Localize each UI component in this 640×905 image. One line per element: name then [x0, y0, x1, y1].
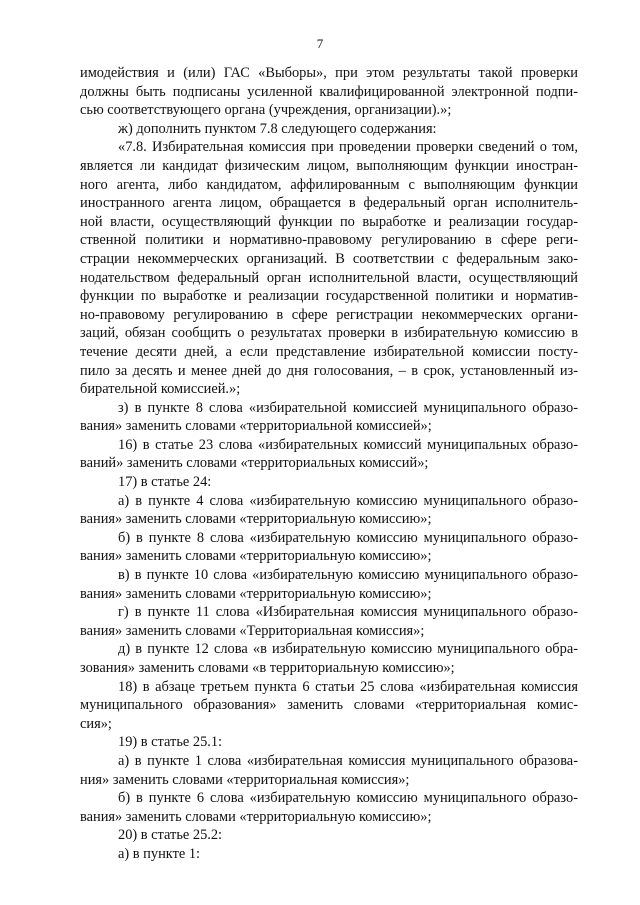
text-line: иностранного агента лицом, обращается в федеральный орган исполнитель- — [80, 195, 578, 212]
text-line: 20) в статье 25.2: — [118, 827, 223, 844]
text-line: 18) в абзаце третьем пункта 6 статьи 25 слова «избирательная комиссия — [118, 678, 578, 695]
text-line: нодательством федеральный орган исполнительной власти, осуществляющий — [80, 269, 578, 286]
text-line: вания» заменить словами «территориальную комиссию»; — [80, 808, 432, 825]
text-line: страции некоммерческих организаций. В соответствии с федеральным зако- — [80, 250, 578, 267]
text-line: бирательной комиссией.»; — [80, 381, 241, 398]
text-line: ваний» заменить словами «территориальных комиссий»; — [80, 455, 429, 472]
text-line: сия»; — [80, 715, 112, 732]
text-line: 17) в статье 24: — [118, 474, 212, 491]
text-line: муниципального образования» заменить словами «территориальная комис- — [80, 697, 578, 714]
text-line: ния» заменить словами «территориальная комиссия»; — [80, 771, 410, 788]
text-line: 16) в статье 23 слова «избирательных комиссий муниципальных образо- — [118, 436, 578, 453]
text-line: «7.8. Избирательная комиссия при проведении проверки сведений о том, — [118, 139, 578, 156]
page-number: 7 — [316, 36, 324, 51]
text-line: а) в пункте 4 слова «избирательную комиссию муниципального образо- — [118, 492, 578, 509]
text-line: ной власти, осуществляющий функции по выработке и реализации государ- — [80, 213, 578, 230]
document-body — [80, 64, 578, 864]
text-line: в) в пункте 10 слова «избирательную комиссию муниципального образо- — [118, 567, 578, 584]
text-line: имодействия и (или) ГАС «Выборы», при этом результаты такой проверки — [80, 65, 578, 81]
text-line: а) в пункте 1 слова «избирательная комиссия муниципального образова- — [118, 752, 578, 769]
text-line: а) в пункте 1: — [118, 845, 201, 862]
text-line: б) в пункте 8 слова «избирательную комиссию муниципального образо- — [118, 529, 578, 546]
text-line: б) в пункте 6 слова «избирательную комиссию муниципального образо- — [118, 790, 578, 807]
text-line: вания» заменить словами «территориальной комиссией»; — [80, 418, 432, 435]
text-line: ного агента, либо кандидатом, аффилированным с выполняющим функции — [80, 176, 578, 193]
text-line: функции по выработке и реализации государственной политики и норматив- — [80, 288, 578, 305]
text-line: д) в пункте 12 слова «в избирательную комиссию муниципального обра- — [118, 641, 578, 658]
text-line: пило за десять и менее дней до дня голосования, – в срок, установленный из- — [80, 362, 578, 379]
text-line: ственной политики и нормативно-правовому регулированию в сфере реги- — [80, 232, 578, 249]
text-line: является ли кандидат физическим лицом, выполняющим функции иностран- — [80, 157, 578, 174]
text-line: з) в пункте 8 слова «избирательной комиссией муниципального образо- — [118, 399, 578, 416]
text-line: г) в пункте 11 слова «Избирательная комиссия муниципального образо- — [118, 604, 578, 621]
text-line: ж) дополнить пунктом 7.8 следующего содержания: — [118, 120, 437, 137]
text-line: должны быть подписаны усиленной квалифицированной электронной подпи- — [80, 83, 578, 100]
text-line: вания» заменить словами «территориальную комиссию»; — [80, 548, 432, 565]
text-line: сью соответствующего органа (учреждения, организации).»; — [80, 102, 452, 119]
text-line: вания» заменить словами «территориальную комиссию»; — [80, 585, 432, 602]
text-line: вания» заменить словами «территориальную комиссию»; — [80, 511, 432, 528]
text-line: 19) в статье 25.1: — [118, 734, 223, 751]
text-line: заций, обязан сообщить о результатах проверки в избирательную комиссию в — [80, 325, 578, 342]
text-line: зования» заменить словами «в территориальную комиссию»; — [80, 660, 455, 676]
text-line: но-правовому регулированию в сфере регистрации некоммерческих органи- — [80, 306, 578, 323]
text-line: течение десяти дней, а если представление избирательной комиссии посту- — [80, 343, 578, 360]
text-line: вания» заменить словами «Территориальная комиссия»; — [80, 622, 425, 639]
